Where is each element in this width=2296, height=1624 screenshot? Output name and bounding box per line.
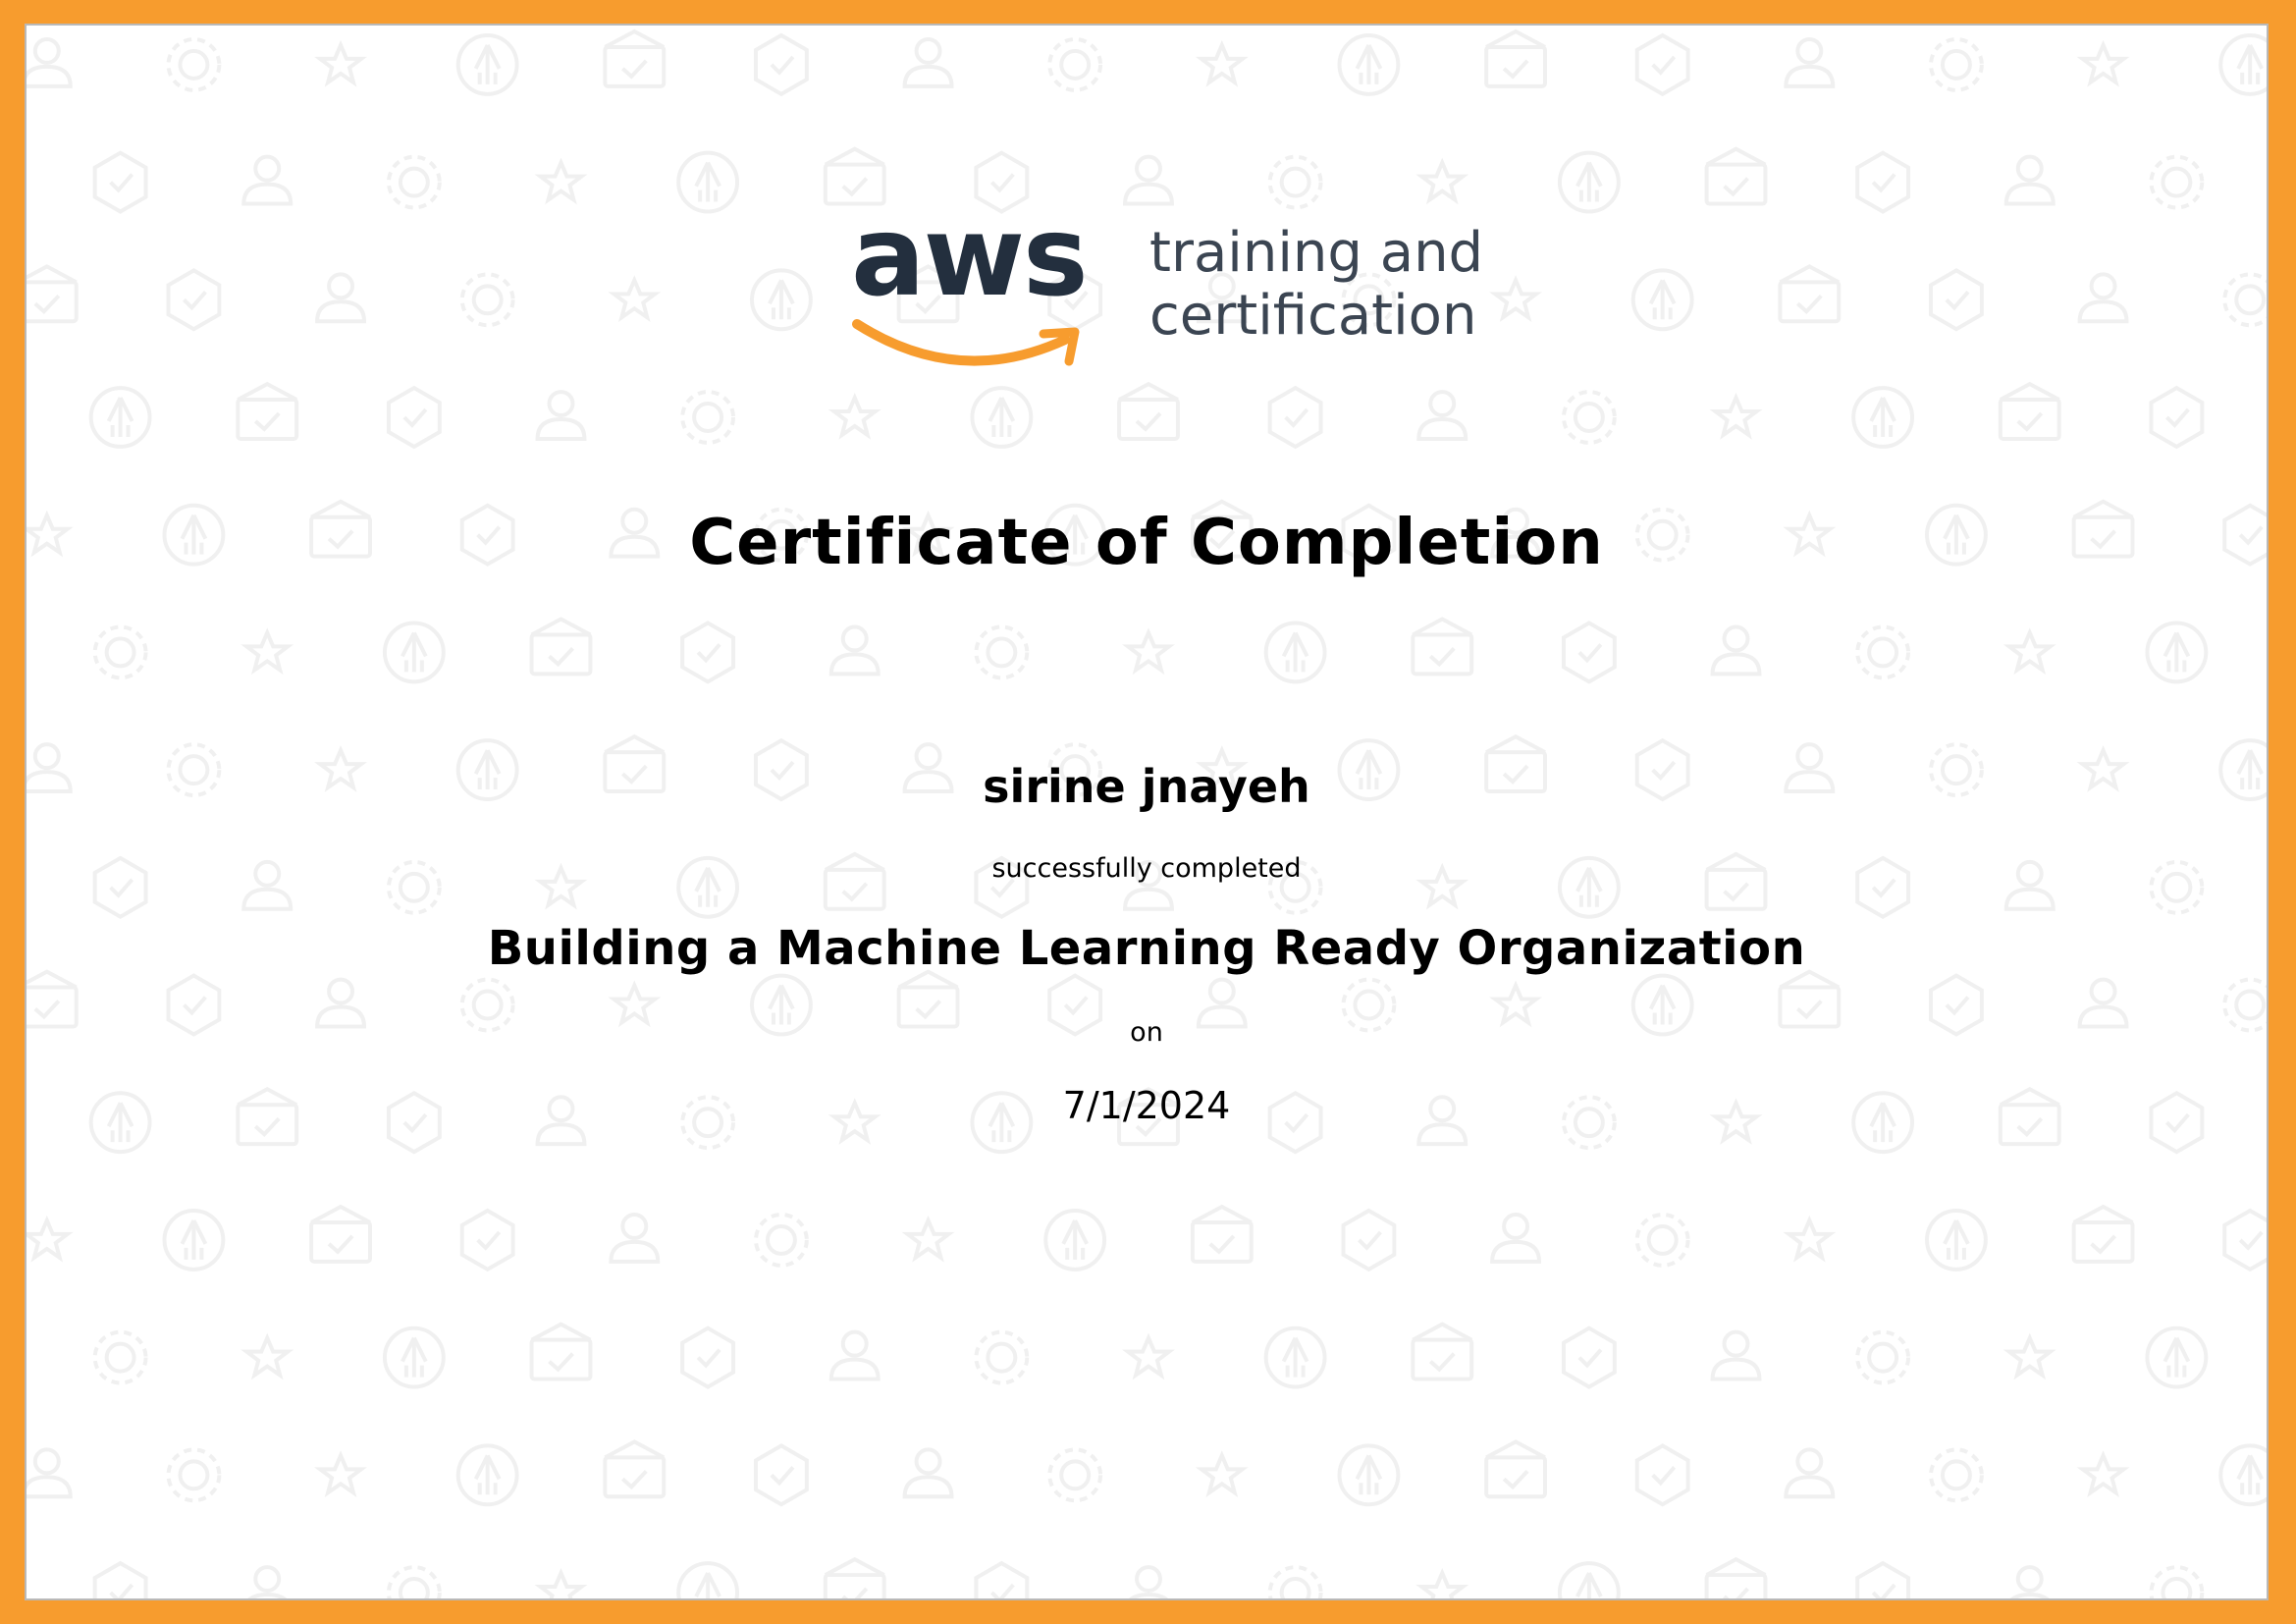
background-star-icon [541, 163, 582, 200]
background-star-icon [1421, 1573, 1463, 1598]
background-person-icon [243, 1567, 291, 1598]
background-gear-icon [389, 1567, 440, 1598]
background-person-icon [905, 1449, 952, 1496]
background-star-icon [2009, 1338, 2051, 1376]
background-arrow-up-icon [2147, 1328, 2206, 1387]
completion-date: 7/1/2024 [1062, 1084, 1231, 1127]
background-checkmark-icon [1486, 31, 1545, 86]
aws-smile-icon [851, 310, 1096, 379]
background-gear-icon [682, 392, 733, 443]
background-gear-icon [976, 1332, 1027, 1383]
background-checkmark-icon [1413, 619, 1471, 674]
logo-subtitle [1149, 222, 1483, 348]
background-gear-icon [1270, 157, 1321, 208]
background-checkmark-icon [27, 266, 77, 321]
background-certificate-icon [168, 270, 219, 329]
background-checkmark-icon [311, 1207, 370, 1262]
background-gear-icon [1049, 39, 1100, 90]
certificate-title: Certificate of Completion [689, 507, 1604, 579]
background-star-icon [1128, 1338, 1169, 1376]
background-gear-icon [1049, 1449, 1100, 1500]
background-gear-icon [168, 1449, 219, 1500]
background-certificate-icon [95, 153, 146, 212]
background-arrow-up-icon [458, 1445, 517, 1504]
background-star-icon [1201, 1455, 1243, 1492]
background-checkmark-icon [1707, 1559, 1766, 1598]
background-arrow-up-icon [2220, 1445, 2267, 1504]
background-certificate-icon [756, 35, 807, 94]
background-arrow-up-icon [2147, 623, 2206, 681]
background-gear-icon [976, 626, 1027, 677]
background-checkmark-icon [2074, 1207, 2133, 1262]
background-gear-icon [168, 39, 219, 90]
background-person-icon [831, 626, 879, 674]
background-gear-icon [756, 1215, 807, 1266]
background-checkmark-icon [605, 1441, 664, 1496]
background-person-icon [2006, 1567, 2054, 1598]
background-person-icon [831, 1332, 879, 1380]
background-arrow-up-icon [385, 623, 444, 681]
background-star-icon [834, 398, 876, 435]
background-person-icon [1418, 392, 1466, 439]
background-certificate-icon [756, 1445, 807, 1504]
background-certificate-icon [2151, 388, 2202, 447]
background-certificate-icon [1343, 1211, 1394, 1270]
background-arrow-up-icon [1927, 1211, 1986, 1270]
background-certificate-icon [976, 1563, 1027, 1598]
background-certificate-icon [1564, 623, 1615, 681]
background-arrow-up-icon [678, 1563, 737, 1598]
background-person-icon [27, 1449, 71, 1496]
background-gear-icon [95, 1332, 146, 1383]
course-name: Building a Machine Learning Ready Organization [487, 921, 1806, 976]
background-arrow-up-icon [1266, 1328, 1325, 1387]
background-arrow-up-icon [1045, 1211, 1104, 1270]
background-certificate-icon [1564, 1328, 1615, 1387]
background-person-icon [2006, 157, 2054, 204]
background-arrow-up-icon [1266, 623, 1325, 681]
background-gear-icon [2224, 274, 2267, 325]
background-gear-icon [1637, 1215, 1688, 1266]
background-checkmark-icon [826, 1559, 884, 1598]
background-person-icon [1125, 1567, 1172, 1598]
on-text: on [1130, 1017, 1163, 1048]
background-arrow-up-icon [1633, 270, 1692, 329]
background-gear-icon [1270, 1567, 1321, 1598]
background-gear-icon [2151, 157, 2202, 208]
background-arrow-up-icon [1560, 1563, 1619, 1598]
background-certificate-icon [682, 623, 733, 681]
background-arrow-up-icon [164, 1211, 223, 1270]
background-certificate-icon [95, 1563, 146, 1598]
background-arrow-up-icon [678, 153, 737, 212]
background-checkmark-icon [532, 1325, 591, 1380]
background-person-icon [1125, 157, 1172, 204]
background-arrow-up-icon [1340, 35, 1399, 94]
completed-text: successfully completed [991, 853, 1302, 884]
background-star-icon [246, 1338, 288, 1376]
background-certificate-icon [1857, 153, 1908, 212]
background-person-icon [611, 1215, 658, 1262]
background-arrow-up-icon [752, 270, 811, 329]
background-star-icon [2083, 45, 2124, 82]
background-star-icon [1128, 632, 1169, 670]
background-gear-icon [1857, 626, 1908, 677]
background-checkmark-icon [605, 31, 664, 86]
background-star-icon [1201, 45, 1243, 82]
background-gear-icon [95, 626, 146, 677]
logo-line-2: certification [1149, 284, 1477, 348]
background-star-icon [908, 1220, 949, 1258]
recipient-name: sirine jnayeh [983, 760, 1310, 813]
background-star-icon [541, 1573, 582, 1598]
aws-wordmark: aws [851, 193, 1087, 321]
background-checkmark-icon [1413, 1325, 1471, 1380]
background-star-icon [1716, 398, 1757, 435]
background-person-icon [243, 157, 291, 204]
background-gear-icon [462, 274, 513, 325]
background-checkmark-icon [532, 619, 591, 674]
background-checkmark-icon [1486, 1441, 1545, 1496]
background-checkmark-icon [1780, 266, 1839, 321]
background-certificate-icon [462, 1211, 513, 1270]
background-certificate-icon [1637, 35, 1688, 94]
background-gear-icon [2151, 1567, 2202, 1598]
background-checkmark-icon [1707, 149, 1766, 204]
background-star-icon [246, 632, 288, 670]
background-gear-icon [389, 157, 440, 208]
background-checkmark-icon [1193, 1207, 1252, 1262]
background-checkmark-icon [2001, 384, 2059, 439]
background-person-icon [1713, 626, 1760, 674]
background-gear-icon [1931, 1449, 1982, 1500]
background-certificate-icon [2224, 1211, 2267, 1270]
background-certificate-icon [1857, 1563, 1908, 1598]
logo-line-1: training and [1149, 221, 1484, 285]
background-certificate-icon [1637, 1445, 1688, 1504]
background-person-icon [538, 392, 585, 439]
background-gear-icon [1564, 392, 1615, 443]
background-certificate-icon [389, 388, 440, 447]
background-person-icon [1786, 1449, 1833, 1496]
background-arrow-up-icon [1340, 1445, 1399, 1504]
background-arrow-up-icon [2220, 35, 2267, 94]
background-gear-icon [1857, 1332, 1908, 1383]
background-person-icon [905, 39, 952, 86]
aws-training-logo [851, 193, 1499, 399]
background-checkmark-icon [238, 384, 296, 439]
background-arrow-up-icon [385, 1328, 444, 1387]
background-star-icon [320, 45, 361, 82]
certificate-sheet [25, 24, 2269, 1600]
background-person-icon [1492, 1215, 1539, 1262]
background-gear-icon [1931, 39, 1982, 90]
background-certificate-icon [1931, 270, 1982, 329]
background-person-icon [27, 39, 71, 86]
background-person-icon [1786, 39, 1833, 86]
background-star-icon [320, 1455, 361, 1492]
background-arrow-up-icon [91, 388, 150, 447]
background-star-icon [614, 280, 655, 317]
background-certificate-icon [682, 1328, 733, 1387]
background-star-icon [2083, 1455, 2124, 1492]
background-arrow-up-icon [458, 35, 517, 94]
background-arrow-up-icon [1853, 388, 1912, 447]
background-star-icon [1495, 280, 1536, 317]
background-arrow-up-icon [1560, 153, 1619, 212]
background-person-icon [317, 274, 364, 321]
background-star-icon [2009, 632, 2051, 670]
background-person-icon [1713, 1332, 1760, 1380]
background-star-icon [1789, 1220, 1830, 1258]
background-star-icon [1421, 163, 1463, 200]
background-star-icon [27, 1220, 68, 1258]
background-person-icon [2080, 274, 2127, 321]
